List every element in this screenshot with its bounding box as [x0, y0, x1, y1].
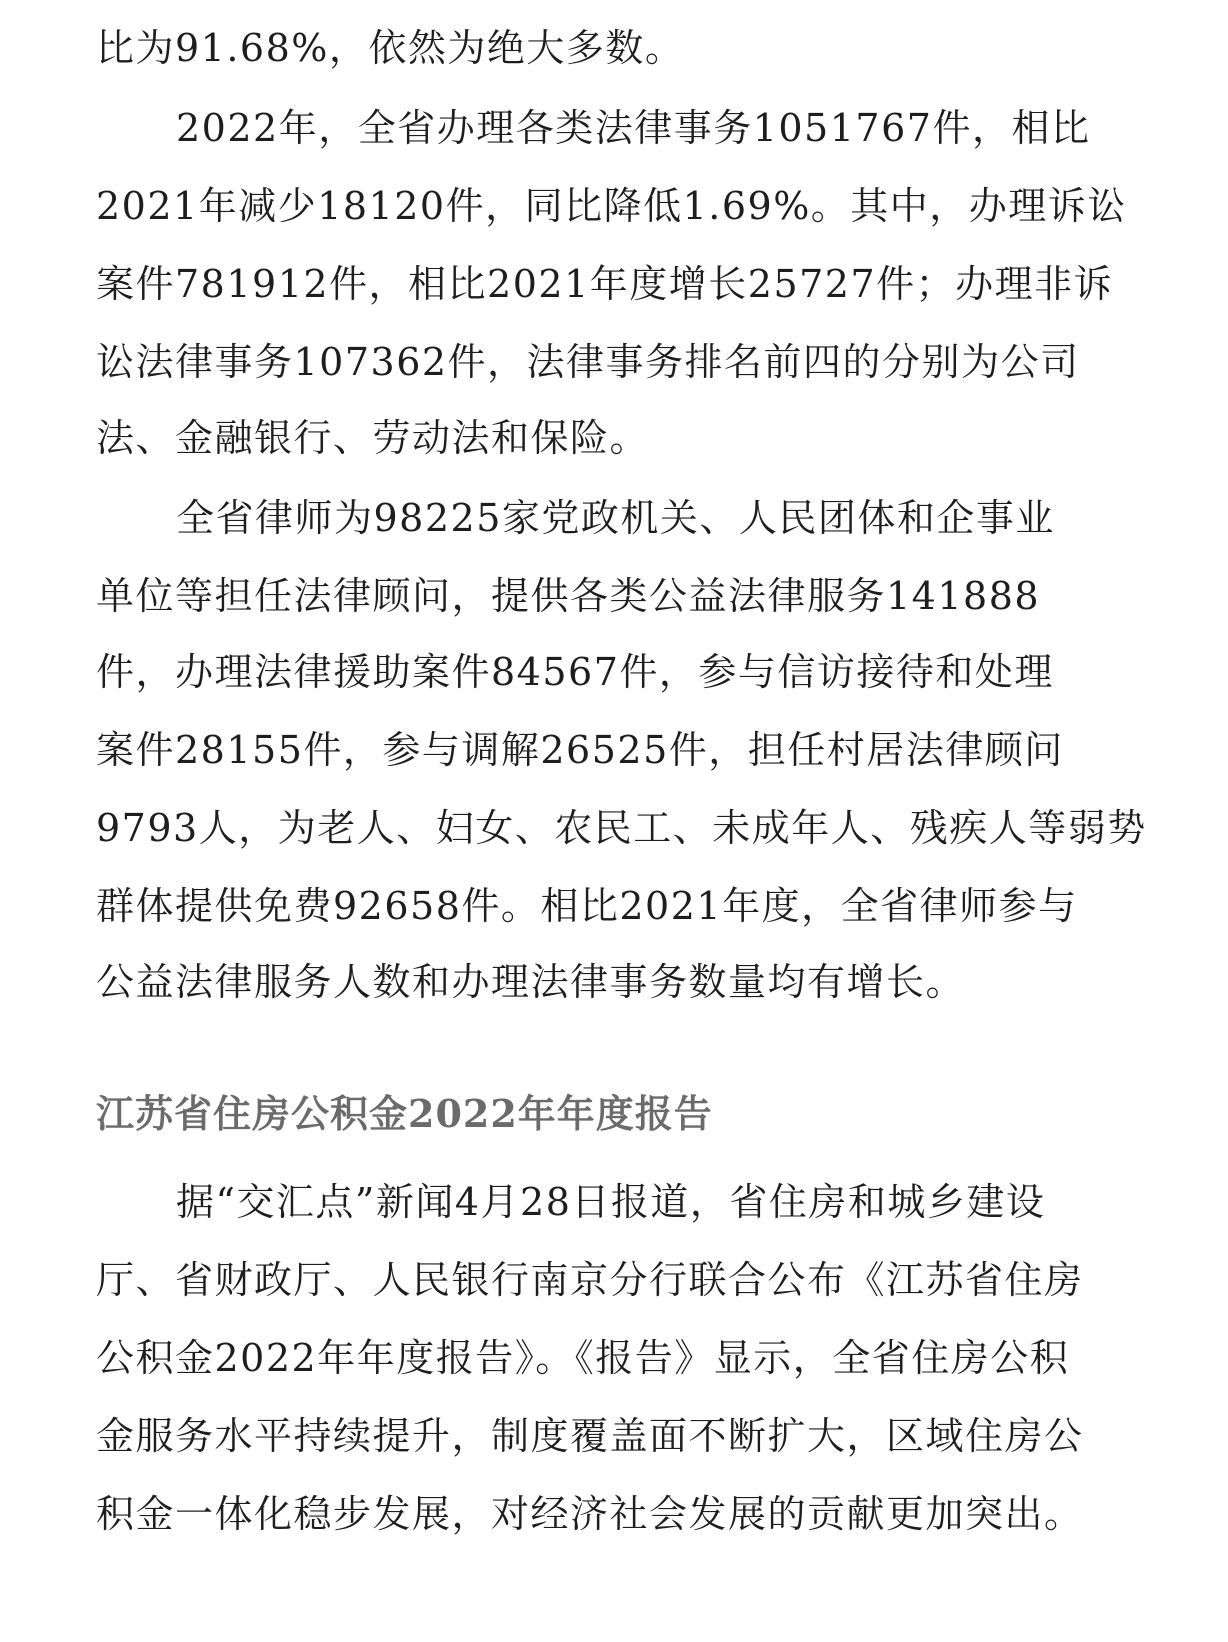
paragraph-first-line: 2022年，全省办理各类法律事务1051767件，相比 — [176, 106, 1091, 150]
text-line: 件，办理法律援助案件84567件，参与信访接待和处理 — [96, 650, 1054, 694]
text-line: 比为91.68%，依然为绝大多数。 — [96, 26, 685, 70]
text-line: 积金一体化稳步发展，对经济社会发展的贡献更加突出。 — [96, 1492, 1084, 1536]
section-heading: 江苏省住房公积金2022年年度报告 — [96, 1091, 713, 1136]
text-line: 法、金融银行、劳动法和保险。 — [96, 416, 650, 460]
text-line: 公积金2022年年度报告》。《报告》显示，全省住房公积 — [96, 1336, 1070, 1380]
text-line: 案件781912件，相比2021年度增长25727件；办理非诉 — [96, 262, 1114, 306]
text-line: 群体提供免费92658件。相比2021年度，全省律师参与 — [96, 884, 1078, 928]
paragraph-first-line: 全省律师为98225家党政机关、人民团体和企事业 — [176, 496, 1055, 540]
text-line: 单位等担任法律顾问，提供各类公益法律服务141888 — [96, 574, 1041, 618]
text-line: 9793人，为老人、妇女、农民工、未成年人、残疾人等弱势 — [96, 806, 1147, 850]
text-line: 讼法律事务107362件，法律事务排名前四的分别为公司 — [96, 340, 1080, 384]
text-line: 公益法律服务人数和办理法律事务数量均有增长。 — [96, 960, 966, 1004]
paragraph-first-line: 据“交汇点”新闻4月28日报道，省住房和城乡建设 — [176, 1180, 1046, 1224]
text-line: 金服务水平持续提升，制度覆盖面不断扩大，区域住房公 — [96, 1414, 1084, 1458]
text-line: 厅、省财政厅、人民银行南京分行联合公布《江苏省住房 — [96, 1258, 1084, 1302]
text-line: 案件28155件，参与调解26525件，担任村居法律顾问 — [96, 728, 1064, 772]
text-line: 2021年减少18120件，同比降低1.69%。其中，办理诉讼 — [96, 184, 1127, 228]
